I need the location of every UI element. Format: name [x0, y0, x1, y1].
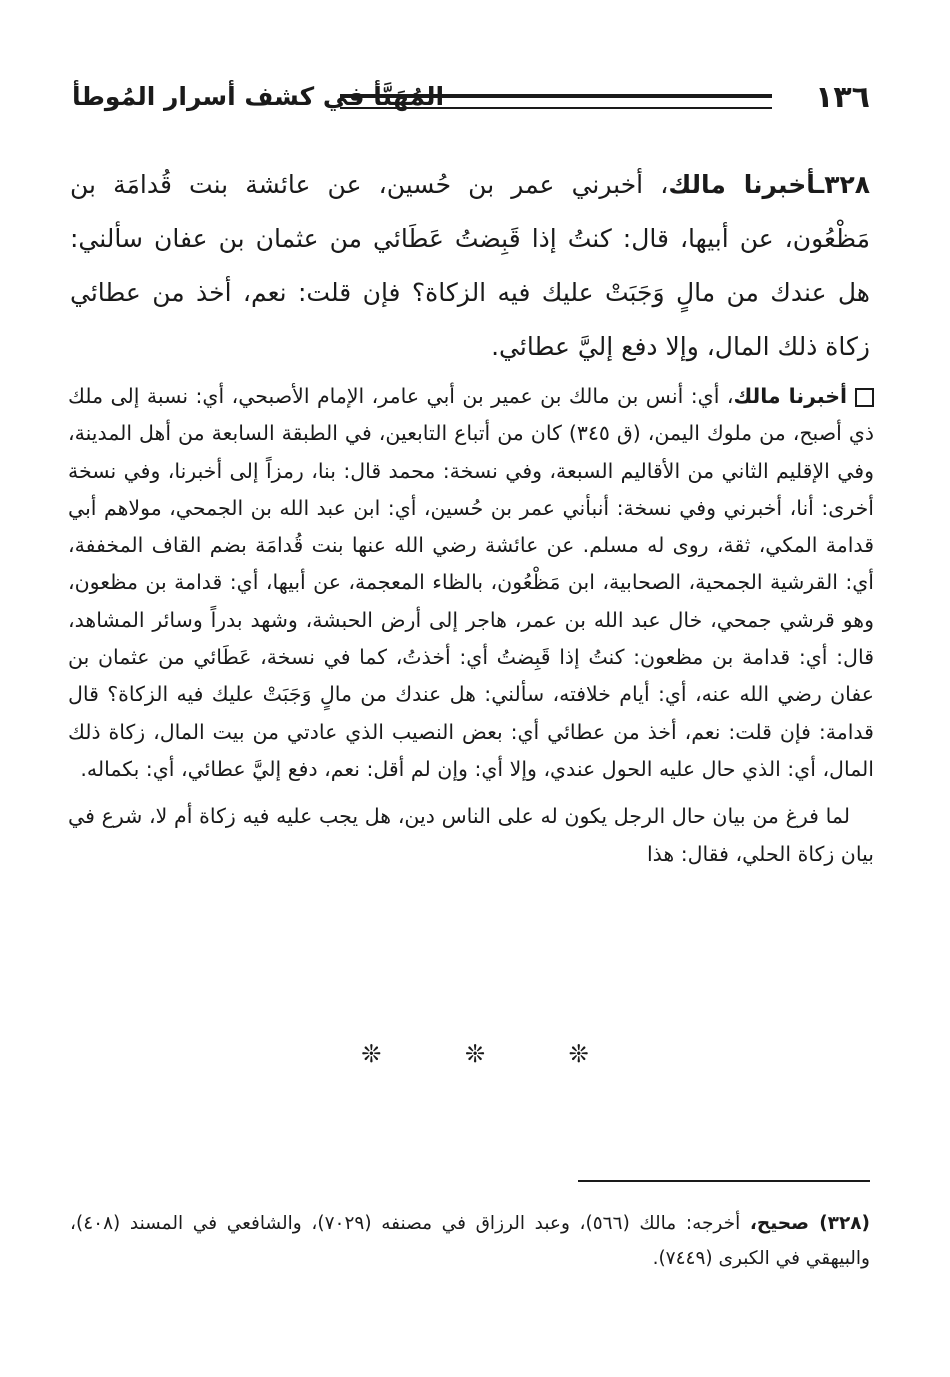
hadith-body: ، أخبرني عمر بن حُسين، عن عائشة بنت قُدامَة بن مَظْعُون، عن أبيها، قال: كنتُ إذا قَبِضتُ عَطَائي من عثمان بن عفان سألني: هل عندك من مالٍ وَجَبَتْ عليك فيه الزكاة؟ فإن قلت: نعم، أخذ من عطائي زكاة ذلك المال، وإلا دفع إليَّ عطائي. [70, 170, 870, 361]
hadith-text [70, 158, 870, 374]
commentary-text-b: قال: أي: قدامة بن مظعون: كنتُ إذا قَبِضتُ أي: أخذتُ، كما في نسخة، عَطَائي من عثمان بن عفان رضي الله عنه، أي: أيام خلافته، سألني: هل عندك من مالٍ وَجَبَتْ عليك فيه الزكاة؟ قال قدامة: فإن قلت: نعم، أخذ من عطائي أي: بعض النصيب الذي عادتي من بيت المال، زكاة ذلك المال، أي: الذي حال عليه الحول عندي، وإلا أي: وإن لم أقل: نعم، دفع إليَّ عطائي، أي: بكماله. [68, 645, 874, 781]
commentary-paragraph-2: لما فرغ من بيان حال الرجل يكون له على الناس دين، هل يجب عليه فيه زكاة أم لا، شرع في بيان زكاة الحلي، فقال: هذا [68, 804, 874, 866]
footnote-lead: (٣٢٨) صحيح، [749, 1213, 871, 1234]
commentary-paragraph-1 [68, 378, 874, 788]
hadith-number: ٣٢٨ـ [815, 170, 870, 199]
footnote [70, 1206, 870, 1276]
commentary [68, 378, 874, 873]
footnote-rule [578, 1180, 870, 1182]
hadith-lead: أخبرنا مالك [668, 170, 816, 199]
box-marker-icon [855, 388, 874, 407]
section-separator: ❊ ❊ ❊ [361, 1040, 627, 1068]
footnote-text: أخرجه: مالك (٥٦٦)، وعبد الرزاق في مصنفه (٧٠٢٩)، والشافعي في المسند (٤٠٨)، والبيهقي في الكبرى (٧٤٤٩). [70, 1213, 870, 1269]
page-number: ١٣٦ [815, 80, 870, 115]
commentary-lead: أخبرنا مالك [733, 384, 847, 408]
commentary-text-a: ، أي: أنس بن مالك بن عمير بن أبي عامر، الإمام الأصبحي، أي: نسبة إلى ملك ذي أصبح، من ملوك اليمن، (ق ٣٤٥) كان من أتباع التابعين، في الطبقة السابعة من أهل المدينة، وفي الإقليم الثاني من الأقاليم السبعة، وفي نسخة: محمد قال: بنا، رمزاً إلى أخبرنا، وفي نسخة أخرى: أنا، أخبرني وفي نسخة: أنبأني عمر بن حُسين، أي: ابن عبد الله بن الجمحي، مولاهم أبي قدامة المكي، ثقة، روى له مسلم. عن عائشة رضي الله عنها بنت قُدامَة بضم القاف المخففة، أي: القرشية الجمحية، الصحابية، ابن مَظْعُون، بالظاء المعجمة، عن أبيها، أي: قدامة بن مظعون، وهو قرشي جمحي، خال عبد الله بن عمر، هاجر إلى أرض الحبشة، وشهد بدراً وسائر المشاهد، [68, 384, 874, 632]
book-title: المُهَيَّأ في كشف أسرار المُوطأ [72, 82, 445, 111]
